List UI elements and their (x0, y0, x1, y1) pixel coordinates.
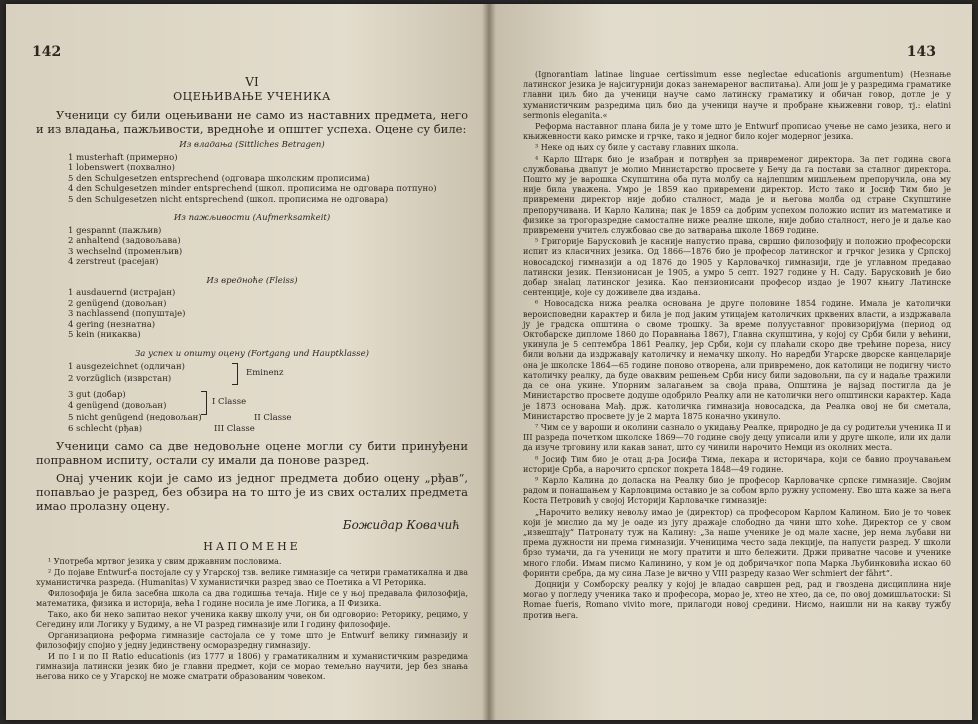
footnote: ⁷ Чим се у вароши и околини сазнало о укидању Реалке, природно је да су родитељи ученика II и III разреда почетком школске 1869—70 године своју децу уписали или у друге школе, или их дали да изуче трговину или какав занат, што су чинили нарочито Немци из околних места. (523, 422, 951, 453)
page-number: 142 (32, 44, 62, 60)
footnote: (Ignorantiam latinae linguae certissimum esse neglectae educationis argumentum) (Незнање латинског језика је најсигурнији доказ занемареног васпитања). Али још је у разредима граматике главни циљ био да ученици науче само латинску граматику и обичан говор, дотле је у хуманистичким разредима циљ био да ученици науче и пробране књижевни говор, тј.: elatini sermonis eleganita.« (523, 70, 951, 120)
conduct-grade: 5 den Schulgesetzen entsprechend (одговара школским прописима) (68, 173, 370, 184)
final-grade: 6 schlecht (рђав) (68, 424, 143, 434)
footnote: Тако, ако би неко запитао неког ученика какву школу учи, он би одговорио: Реторику, рецимо, у Сегедину или Логику у Будиму, а не VI разред гимназије или I годину филозофије. (36, 610, 468, 629)
footnote: Организациона реформа гимназије састојала се у томе што је Entwurf велику гимназију и филозофију спојио у једну јединствену осморазредну гимназију. (36, 631, 468, 650)
footnote: ⁶ Новосадска нижа реалка основана је друге половине 1854 године. Имала је католички вероисповедни карактер и била је под јаким утицајем католичких црквених власти, а издржавала ју је градска општина о своме трошку. За време полууставног провизоријума (период од Октобарске дипломе 1860 до Поравнања 1867), Главна скупштина, у којој су Срби били у већини, укинула је 5 септембра 1861 Реалку, јер Срби, који су плаћали скоро две трећине пореза, нису били вољни да издржавају католичку и немачку школу. Но наредби Угарске дворске канцеларије она је школске 1864—65 године поново отворена, али привремено, док католици не подигну чисто католичку реалку, да буде оваквим решењем Срби нису били задовољни, па су и надаље тражили да се она укине. Упорним залагањем за своја права, Општина је најзад постигла да је Министарство просвете додуше одобрило Реалку али не католички него општински карактер. Када је 1873 основана Мађ. држ. католичка гимназија новосадска, да Реалка овој не би сметала, Министарство просвете ју је 2 марта 1875 коначно укинуло. (523, 299, 951, 421)
brace-eminenz (232, 363, 238, 385)
attention-grade: 2 anhaltend (задовољава) (68, 236, 181, 246)
book-spread (6, 4, 972, 720)
right-page (489, 4, 972, 720)
brace-class-one (201, 391, 207, 415)
class-three-label: III Classe (214, 424, 255, 434)
footnote: ¹ Употреба мртвог језика у свим државним пословима. (48, 557, 282, 566)
final-grade-heading: За успех и општу оцену (Fortgang und Hauptklasse) (135, 348, 369, 359)
footnote: ⁵ Григорије Барусковић је касније напустио права, свршио филозофију и положио професорски испит из класичних језика. Од 1866—1876 био је професор латинског и грчког језика у Српској новосадској гимназији а од 1876 до 1905 у Карловачкој гимназији, где је углавном предавао латински језик. Пензионисан је 1905, а умро 5 септ. 1927 године у Н. Саду. Барусковић је био добар знаlац латинског језика. Као пензионисани професор издао је 1907 књигу Латинске сентенције, које су доживеле два издања. (523, 237, 951, 298)
footnote: ⁹ Карло Калина до доласка на Реалку био је професор Карловачке српске гимназије. Својим радом и понашањем у Карловцима оставио је за собом врло ружну успомену. Ево шта каже за њега Коста Петровић у својој Историји Карловачке гимназије: (523, 475, 951, 506)
footnote: Филозофија је била засебна школа са два годишња течаја. Није се у њој предавала филозофија, математика, физика и историја, већа I године носила је име Логика, а II Физика. (36, 589, 468, 608)
page-number: 143 (906, 44, 936, 60)
diligence-grade: 2 genügend (довољан) (68, 298, 167, 309)
final-grade: 4 genügend (довољан) (68, 401, 167, 411)
chapter-number: VI (245, 75, 259, 89)
attention-grade: 4 zerstreut (расејан) (68, 257, 159, 267)
final-grade: 3 gut (добар) (68, 390, 126, 400)
footnote: И по I и по II Ratio educationis (из 1777 и 1806) у граматикалним и хуманистичким разредима гимназија латински језик био је главни предмет, који се морао темељно научити, јер без знања његова нико се у Угарској не може сматрати образованим човеком. (36, 652, 468, 681)
left-page (6, 4, 489, 720)
conduct-grade: 5 den Schulgesetzen nicht entsprechend (школ. прописима не одговара) (68, 194, 389, 205)
footnote: ⁸ Јосиф Тим био је отац д-ра Јосифа Тима, лекара и историчара, који се бавио проучавањем историје Срба, а нарочито српског покрета 1848—49 године. (523, 454, 951, 474)
diligence-grade: 5 kein (никаква) (68, 330, 141, 340)
final-grade: 1 ausgezeichnet (одличан) (68, 362, 185, 372)
conduct-grade: 1 musterhaft (примерно) (68, 152, 178, 163)
class-one-label: I Classe (212, 397, 247, 407)
attention-grade: 1 gespannt (пажљив) (68, 225, 162, 236)
author-signature: Божидар Ковачић (342, 518, 460, 532)
eminenz-label: Eminenz (246, 368, 284, 378)
final-grades-table (36, 361, 468, 435)
intro-paragraph: Ученици су били оцењивани не само из наставних предмета, него и из владања, пажљивости, вредноће и општег успеха. Оцене су биле: (36, 108, 468, 136)
right-page-content (523, 70, 951, 622)
diligence-heading: Из вредноће (Fleiss) (206, 275, 298, 286)
chapter-title: ОЦЕЊИВАЊЕ УЧЕНИКА (173, 90, 331, 103)
book-gutter (482, 4, 496, 720)
diligence-grade: 3 nachlassend (попуштаjе) (68, 309, 186, 319)
footnote: ³ Неке од њих су биле у саставу главних школа. (535, 143, 739, 153)
class-two-label: II Classe (254, 413, 292, 423)
diligence-grade: 1 ausdauernd (истрајан) (68, 288, 176, 298)
attention-grade: 3 wechselnd (променљив) (68, 246, 183, 257)
footnote: Реформа наставног плана била је у томе што је Entwurf прописао учење не само језика, него и књижевности како римске и грчке, тако и једног било којег модерног језика. (523, 122, 951, 142)
footnote: ⁴ Карло Штарк био је изабран и потврђен за привременог директора. За пет година свога службовања двапут је молио Министарство просвете у Бечу да га постави за сталног директора. Пошто му је варошка Скупштина оба пута молбу са најлепшим мишљењем препоручила, она му није била уважена. Умро је 1859 као привремени директор. Исто тако и Јосиф Тим био је привремени директор није добио сталност, мада је и његова молба од стране Скупштине препоручивана. И Карло Калина; пак је 1859 са добрим успехом положио испит из математике и физике за трогоразредне самосталне ниже реалне школе, није добио сталност, него је и даље као привремени учитељ службовао све до затварања школе 1869 године. (523, 154, 951, 236)
closing-paragraph: Онај ученик који је само из једног предмета добио оцену „рђав“, попављао је разред, без обзира на то што је из свих осталих предмета имао пролазну оцену. (36, 471, 468, 513)
closing-paragraph: Ученици само са две недовољне оцене могли су бити принуђени поправном испиту, остали су имали да понове разред. (36, 439, 468, 467)
diligence-grade: 4 gering (незнатна) (68, 319, 156, 330)
conduct-grade: 4 den Schulgesetzen minder entsprechend (школ. прописима не одговара потпуно) (68, 184, 437, 194)
conduct-grade: 1 lobenswert (похвално) (68, 163, 175, 173)
attention-heading: Из пажљивости (Aufmerksamkeit) (173, 213, 331, 223)
final-grade: 5 nicht genügend (недовољан) (68, 413, 202, 423)
left-page-content (36, 72, 468, 683)
notes-title: НАПОМЕНЕ (203, 540, 301, 553)
footnote: ² До појаве Entwurf-а постојале су у Угарској тзв. велике гимназије са четири граматикална и два хуманистичка разреда. (Humanitas) V хуманистички разред звао се Поетика а VI Реторика. (36, 568, 468, 587)
footnote: Доцнији у Сомборску реалку у којој је владао савршен ред, рад и гвоздена дисциплина није могао у погледу ученика тако и професора, морао је, хтео не хтео, да се, по овој дoмишљатоски: Si Romae fueris, Romano vivito more, прилагоди новој средини. Нисмо, наишли ни на какву тужбу против њега. (523, 579, 951, 620)
footnote-quote: „Нарочито велику невољу имао је (директор) са професором Карлом Калином. Био је то човек који је мислио да му је оаде из југу дражаје слободно да чини што хоће. Директор се у свом „извештају“ Патронату туж на Калину: „За наше ученике је од мале хасне, јер нема љубави ни према дужности ни према гимназији. Ученицима често зада лекције, па напусти разред. У школи брзо тумачи, да га ученици не могу пратити и што бележити. Држи приватне часове и ученике много глоби. Имам писмо Калинино, у ком је од добричачког попа Марка Љубинковића искао 60 форинти сребра, да му сина Лазе је вично у VIII разреду казао Wer schmiert der fährt“. (523, 507, 951, 578)
final-grade: 2 vorzüglich (изврстан) (68, 374, 172, 384)
conduct-heading: Из владања (Sittliches Betragen) (179, 140, 325, 150)
